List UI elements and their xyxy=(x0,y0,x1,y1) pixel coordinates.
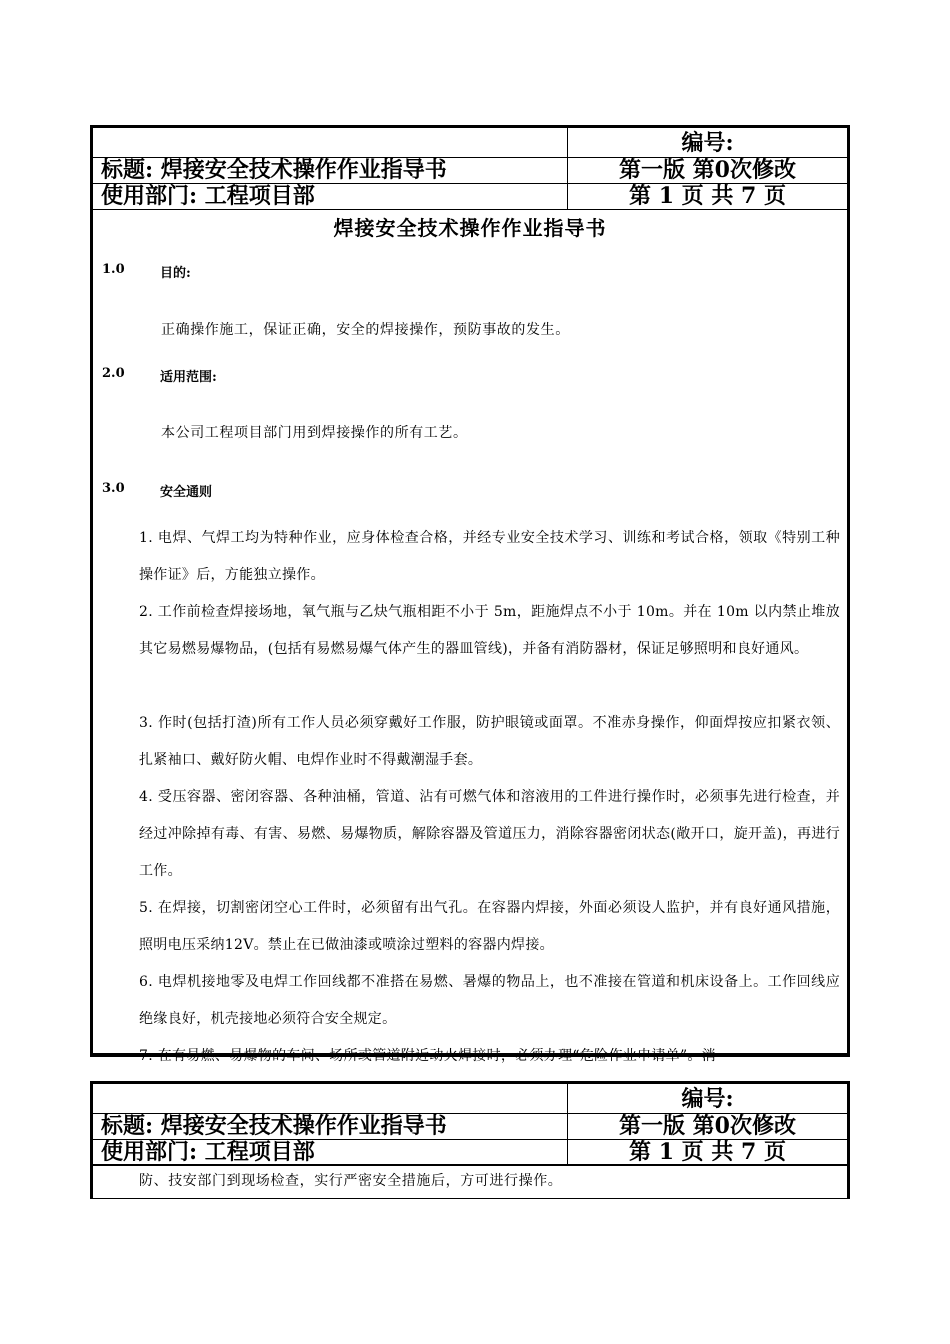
header-blank-cell xyxy=(93,128,568,157)
continuation-text: 防、技安部门到现场检查，实行严密安全措施后，方可进行操作。 xyxy=(139,1173,563,1189)
section-heading: 2.0 适用范围: xyxy=(102,366,217,385)
doc-code-label: 编号: xyxy=(681,130,734,156)
header-version: 第一版 第0次修改 xyxy=(619,1113,796,1139)
header-row-department xyxy=(93,184,847,210)
page-2 xyxy=(90,1081,850,1199)
rule-item: 4. 受压容器、密闭容器、各种油桶，管道、沾有可燃气体和溶液用的工件进行操作时，必须事先进行检查，并经过冲除掉有毒、有害、易燃、易爆物质，解除容器及管道压力，消除容器密闭状态(敞开口，旋开盖)，再进行工作。 xyxy=(139,789,840,879)
rule-item: 2. 工作前检查焊接场地，氧气瓶与乙炔气瓶相距不小于 5m，距施焊点不小于 10m。并在 10m 以内禁止堆放其它易燃易爆物品，(包括有易燃易爆气体产生的器皿管线)，并备有消防器材，保证足够照明和良好通风。 xyxy=(139,604,840,657)
section-heading: 3.0 安全通则 xyxy=(102,481,213,500)
header-row-code xyxy=(93,1084,847,1114)
rule-item: 1. 电焊、气焊工均为特种作业，应身体检查合格，并经专业安全技术学习、训练和考试合格，领取《特别工种操作证》后，方能独立操作。 xyxy=(139,530,840,583)
header-blank-cell xyxy=(93,1084,568,1113)
doc-code-label: 编号: xyxy=(681,1086,734,1112)
rule-item: 5. 在焊接，切割密闭空心工件时，必须留有出气孔。在容器内焊接，外面必须设人监护，并有良好通风措施，照明电压采纳12V。禁止在已做油漆或喷涂过塑料的容器内焊接。 xyxy=(139,900,840,953)
continuation-body xyxy=(93,1166,847,1196)
header-title: 标题: 焊接安全技术操作作业指导书 xyxy=(93,158,568,183)
document-title: 焊接安全技术操作作业指导书 xyxy=(333,216,607,240)
header-version: 第一版 第0次修改 xyxy=(619,157,796,183)
header-row-title xyxy=(93,158,847,184)
header-title: 标题: 焊接安全技术操作作业指导书 xyxy=(93,1114,568,1139)
header-department: 使用部门: 工程项目部 xyxy=(93,1140,568,1164)
header-page-info: 第 1 页 共 7 页 xyxy=(629,1139,786,1165)
rule-item: 6. 电焊机接地零及电焊工作回线都不准搭在易燃、暑爆的物品上，也不准接在管道和机床设备上。工作回线应绝缘良好，机壳接地必须符合安全规定。 xyxy=(139,974,840,1027)
rule-item: 7. 在有易燃、易爆物的车间、场所或管道附近动火焊接时，必须办理“危险作业申请单”。消 xyxy=(139,1048,717,1064)
header-row-code xyxy=(93,128,847,158)
section-heading: 1.0 目的: xyxy=(102,262,191,281)
section-text: 正确操作施工，保证正确，安全的焊接操作，预防事故的发生。 xyxy=(161,322,570,338)
header-page-info: 第 1 页 共 7 页 xyxy=(629,183,786,209)
section-text: 本公司工程项目部门用到焊接操作的所有工艺。 xyxy=(161,425,468,441)
header-department: 使用部门: 工程项目部 xyxy=(93,184,568,209)
header-row-department xyxy=(93,1140,847,1166)
header-row-title xyxy=(93,1114,847,1140)
rule-item: 3. 作时(包括打渣)所有工作人员必须穿戴好工作服，防护眼镜或面罩。不准赤身操作，仰面焊按应扣紧衣领、扎紧袖口、戴好防火帽、电焊作业时不得戴潮湿手套。 xyxy=(139,715,840,768)
document-body xyxy=(93,212,847,1092)
page-1 xyxy=(90,125,850,1064)
